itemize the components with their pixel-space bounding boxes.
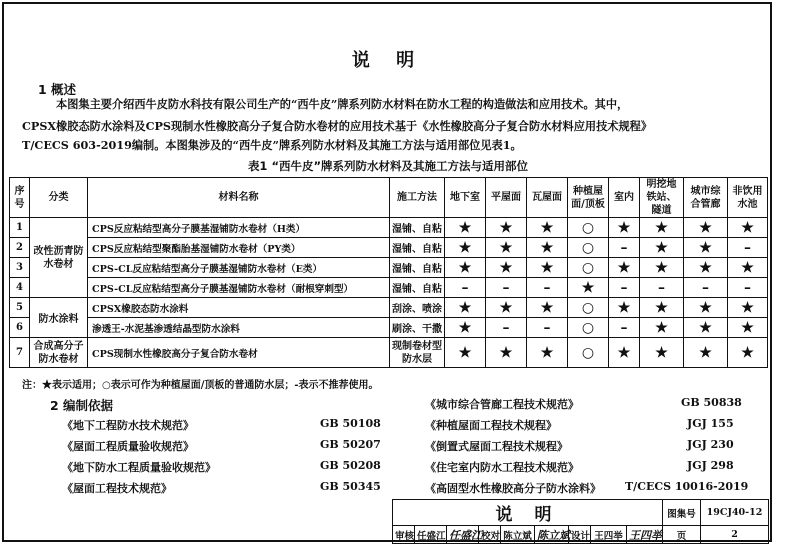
table-row <box>10 338 768 368</box>
reference-name: 《高固型水性橡胶高分子防水涂料》 <box>425 482 601 495</box>
reference-item <box>425 417 734 433</box>
reference-item <box>425 396 742 412</box>
table-caption: 表1 “西牛皮”牌系列防水材料及其施工方法与适用部位 <box>247 159 529 173</box>
reference-name: 《种植屋面工程技术规程》 <box>425 419 557 432</box>
row-seq: 2 <box>10 238 30 258</box>
mark-cell: – <box>640 278 684 298</box>
materials-table <box>9 177 768 368</box>
page-title: 说 明 <box>351 50 425 71</box>
page-number: 2 <box>701 526 769 544</box>
method-cell: 湿铺、自粘 <box>390 258 445 278</box>
mark-cell: – <box>486 278 527 298</box>
reference-item <box>62 438 381 454</box>
mark-cell: ★ <box>609 258 640 278</box>
mark-cell: ★ <box>527 298 568 318</box>
mark-cell: – <box>527 278 568 298</box>
designer-name: 王四举 <box>591 526 627 544</box>
reference-name: 《城市综合管廊工程技术规范》 <box>425 398 579 411</box>
page-label: 页 <box>663 526 701 544</box>
overview-line-3: T/CECS 603-2019编制。本图集涉及的“西牛皮”牌系列防水材料及其施工方法与适用部位见表1。 <box>22 138 522 152</box>
reference-item <box>62 480 381 496</box>
mark-cell: ★ <box>527 338 568 368</box>
mark-cell: ★ <box>445 218 486 238</box>
header-metro: 明挖地铁站、隧道 <box>640 178 684 218</box>
mark-cell: ○ <box>568 298 609 318</box>
mark-cell: – <box>609 318 640 338</box>
reference-name: 《屋面工程质量验收规范》 <box>62 440 194 453</box>
header-seq: 序号 <box>10 178 30 218</box>
atlas-number: 19CJ40-12 <box>701 500 769 526</box>
reference-name: 《地下工程防水技术规范》 <box>62 419 194 432</box>
material-name: CPS-CL反应粘结型高分子膜基湿铺防水卷材（E类） <box>88 258 390 278</box>
checker-signature: 陈立斌 <box>535 526 569 544</box>
design-label: 设计 <box>569 526 591 544</box>
reference-code: GB 50207 <box>320 438 381 451</box>
reference-item <box>425 459 734 475</box>
section1-heading: 1 概述 <box>38 82 77 97</box>
mark-cell: – <box>445 278 486 298</box>
material-name: CPS反应粘结型高分子膜基湿铺防水卷材（H类） <box>88 218 390 238</box>
table-row <box>10 298 768 318</box>
header-basement: 地下室 <box>445 178 486 218</box>
reference-code: JGJ 298 <box>687 459 734 472</box>
overview-line-2: CPSX橡胶态防水涂料及CPS现制水性橡胶高分子复合防水卷材的应用技术基于《水性橡胶高分子复合防水材料应用技术规程》 <box>22 119 653 133</box>
mark-cell: – <box>486 318 527 338</box>
mark-cell: ★ <box>609 298 640 318</box>
mark-cell: ★ <box>684 258 728 278</box>
material-name: CPS反应粘结型聚酯胎基湿铺防水卷材（PY类） <box>88 238 390 258</box>
material-name: 渗透王-水泥基渗透结晶型防水涂料 <box>88 318 390 338</box>
table-row <box>10 238 768 258</box>
header-utility-tunnel: 城市综合管廊 <box>684 178 728 218</box>
reference-item <box>425 438 734 454</box>
mark-cell: ★ <box>445 318 486 338</box>
reference-code: GB 50208 <box>320 459 381 472</box>
table-header-row <box>10 178 768 218</box>
title-block <box>392 499 769 544</box>
header-material: 材料名称 <box>88 178 390 218</box>
mark-cell: – <box>684 278 728 298</box>
overview-line-1: 本图集主要介绍西牛皮防水科技有限公司生产的“西牛皮”牌系列防水材料在防水工程的构造做法和应用技术。其中， <box>56 97 629 111</box>
mark-cell: ★ <box>527 258 568 278</box>
table-note: 注：★表示适用；○表示可作为种植屋面/顶板的普通防水层；-表示不推荐使用。 <box>22 380 379 391</box>
review-label: 审核 <box>393 526 415 544</box>
row-seq: 5 <box>10 298 30 318</box>
mark-cell: – <box>609 238 640 258</box>
table-row <box>10 218 768 238</box>
mark-cell: ★ <box>640 258 684 278</box>
reference-code: T/CECS 10016-2019 <box>625 480 749 493</box>
method-cell: 湿铺、自粘 <box>390 238 445 258</box>
reference-name: 《屋面工程技术规范》 <box>62 482 172 495</box>
mark-cell: ○ <box>568 318 609 338</box>
mark-cell: ★ <box>609 338 640 368</box>
mark-cell: ★ <box>445 258 486 278</box>
mark-cell: ★ <box>684 338 728 368</box>
mark-cell: ★ <box>527 218 568 238</box>
mark-cell: ★ <box>609 218 640 238</box>
mark-cell: ★ <box>684 238 728 258</box>
reference-name: 《地下防水工程质量验收规范》 <box>62 461 216 474</box>
mark-cell: ★ <box>568 278 609 298</box>
row-seq: 7 <box>10 338 30 368</box>
header-flat-roof: 平屋面 <box>486 178 527 218</box>
mark-cell: ★ <box>445 238 486 258</box>
material-name: CPSX橡胶态防水涂料 <box>88 298 390 318</box>
reference-code: GB 50838 <box>681 396 742 409</box>
method-cell: 湿铺、自粘 <box>390 278 445 298</box>
row-seq: 1 <box>10 218 30 238</box>
mark-cell: ★ <box>728 298 768 318</box>
mark-cell: ★ <box>640 338 684 368</box>
mark-cell: ★ <box>486 338 527 368</box>
mark-cell: ★ <box>728 258 768 278</box>
method-cell: 湿铺、自粘 <box>390 218 445 238</box>
mark-cell: ★ <box>640 298 684 318</box>
material-name: CPS现制水性橡胶高分子复合防水卷材 <box>88 338 390 368</box>
category-cell: 改性沥青防水卷材 <box>30 218 88 298</box>
method-cell: 现制卷材型防水层 <box>390 338 445 368</box>
reference-code: GB 50108 <box>320 417 381 430</box>
mark-cell: ○ <box>568 218 609 238</box>
row-seq: 3 <box>10 258 30 278</box>
section2-heading: 2 编制依据 <box>50 398 114 413</box>
row-seq: 4 <box>10 278 30 298</box>
reference-code: JGJ 230 <box>687 438 734 451</box>
mark-cell: ★ <box>445 338 486 368</box>
reference-name: 《住宅室内防水工程技术规范》 <box>425 461 579 474</box>
header-indoor: 室内 <box>609 178 640 218</box>
method-cell: 刷涂、干撒 <box>390 318 445 338</box>
mark-cell: ★ <box>728 318 768 338</box>
reference-item <box>62 459 381 475</box>
mark-cell: ★ <box>640 218 684 238</box>
mark-cell: ★ <box>728 218 768 238</box>
check-label: 校对 <box>479 526 501 544</box>
mark-cell: ★ <box>486 298 527 318</box>
mark-cell: ★ <box>527 238 568 258</box>
header-planted-roof: 种植屋面/顶板 <box>568 178 609 218</box>
atlas-label: 图集号 <box>663 500 701 526</box>
header-tile-roof: 瓦屋面 <box>527 178 568 218</box>
header-water-tank: 非饮用水池 <box>728 178 768 218</box>
reference-item <box>425 480 749 496</box>
mark-cell: ○ <box>568 238 609 258</box>
material-name: CPS-CL反应粘结型高分子膜基湿铺防水卷材（耐根穿刺型） <box>88 278 390 298</box>
reviewer-signature: 任盛江 <box>447 526 479 544</box>
mark-cell: ○ <box>568 258 609 278</box>
category-cell: 合成高分子防水卷材 <box>30 338 88 368</box>
designer-signature: 王四举 <box>627 526 663 544</box>
mark-cell: ★ <box>486 218 527 238</box>
method-cell: 刮涂、喷涂 <box>390 298 445 318</box>
mark-cell: ★ <box>684 218 728 238</box>
mark-cell: – <box>728 238 768 258</box>
reference-code: GB 50345 <box>320 480 381 493</box>
header-method: 施工方法 <box>390 178 445 218</box>
mark-cell: ★ <box>728 338 768 368</box>
mark-cell: – <box>728 278 768 298</box>
mark-cell: ★ <box>684 298 728 318</box>
mark-cell: – <box>527 318 568 338</box>
table-row <box>10 318 768 338</box>
row-seq: 6 <box>10 318 30 338</box>
table-row <box>10 258 768 278</box>
table-row <box>10 278 768 298</box>
mark-cell: ★ <box>640 318 684 338</box>
header-category: 分类 <box>30 178 88 218</box>
reference-code: JGJ 155 <box>687 417 734 430</box>
reviewer-name: 任盛江 <box>415 526 447 544</box>
checker-name: 陈立斌 <box>501 526 535 544</box>
category-cell: 防水涂料 <box>30 298 88 338</box>
title-block-title: 说 明 <box>393 500 663 526</box>
mark-cell: ★ <box>486 238 527 258</box>
mark-cell: ★ <box>640 238 684 258</box>
reference-name: 《倒置式屋面工程技术规程》 <box>425 440 568 453</box>
mark-cell: ○ <box>568 338 609 368</box>
mark-cell: ★ <box>445 298 486 318</box>
mark-cell: ★ <box>684 318 728 338</box>
mark-cell: – <box>609 278 640 298</box>
mark-cell: ★ <box>486 258 527 278</box>
reference-item <box>62 417 381 433</box>
